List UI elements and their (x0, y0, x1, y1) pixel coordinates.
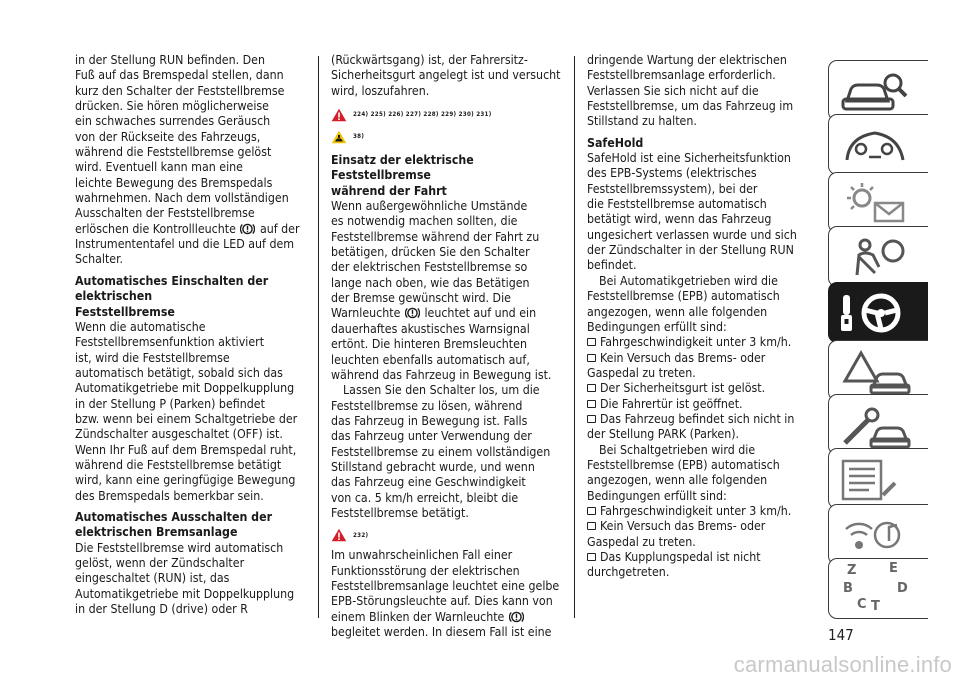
list-item: Die Fahrertür ist geöffnet. (587, 397, 819, 412)
checkbox-bullet-icon (587, 354, 596, 362)
text-column-2 (331, 53, 563, 640)
car-search-icon (829, 61, 929, 122)
paragraph: Die Feststellbremse wird automatisch gelöst, wenn der Zündschalter eingeschaltet (RUN) ist, das Automatikgetriebe mit Doppelkupplung in der Stellung D (drive) oder R (75, 540, 295, 617)
checkbox-bullet-icon (587, 384, 596, 392)
chapter-tab-index[interactable]: Z E B D C T (828, 558, 928, 619)
list-item: Das Fahrzeug befindet sich nicht in (587, 412, 819, 427)
warning-reference: 224) 225) 226) 227) 228) 229) 230) 231) (331, 104, 563, 126)
condition-list: Fahrgeschwindigkeit unter 3 km/h. Kein Versuch das Brems- oder Gaspedal zu treten. Das Kupplungspedal ist nicht durchgetreten. (587, 504, 819, 581)
warning-triangle-icon (331, 108, 347, 122)
paragraph: SafeHold ist eine Sicherheitsfunktion des EPB-Systems (elektrisches Feststellbremssystem), bei der die Feststellbremse automatisch betätigt wird, wenn das Fahrzeug ungesichert verlassen wurde und sich der Zündschalter in der Stellung RUN befindet. (587, 151, 797, 273)
page-number: 147 (828, 626, 854, 644)
paragraph: (Rückwärtsgang) ist, der Fahrersitz- Sicherheitsgurt angelegt ist und versucht wird, loszufahren. (331, 53, 561, 98)
section-heading: Einsatz der elektrische Feststellbremse während der Fahrt (331, 153, 474, 198)
sun-envelope-icon (829, 173, 929, 234)
warning-triangle-icon (331, 528, 347, 542)
chapter-tab-safety[interactable] (828, 226, 928, 287)
airbag-seatbelt-icon (829, 227, 929, 288)
key-steering-wheel-icon (829, 283, 929, 344)
watermark: carmanualsonline.info (733, 652, 952, 677)
checkbox-bullet-icon (587, 415, 596, 423)
specifications-list-icon (829, 449, 929, 510)
parking-brake-warning-icon (509, 610, 524, 624)
column-divider (574, 56, 575, 618)
wrench-car-icon (829, 395, 929, 456)
list-item: Kein Versuch das Brems- oder (587, 519, 819, 534)
paragraph: dringende Wartung der elektrischen Feststellbremsanlage erforderlich. Verlassen Sie sich nicht auf die Feststellbremse, um das Fahrzeug im Stillstand zu halten. (587, 53, 794, 129)
paragraph: Im unwahrscheinlichen Fall einer Funktionsstörung der elektrischen Feststellbremsanlage leuchtet eine gelbe EPB-Störungsleuchte auf. Dies kann von einem Blinken der Warnleuchte begleitet werden. In diesem Fall ist eine (331, 548, 560, 639)
text-column-3 (587, 53, 819, 581)
dashboard-lights-icon (829, 115, 929, 176)
caution-reference: 38) (331, 126, 563, 148)
condition-list: Fahrgeschwindigkeit unter 3 km/h. Kein Versuch das Brems- oder Gaspedal zu treten. Der Sicherheitsgurt ist gelöst. Die Fahrertür ist geöffnet. Das Fahrzeug befindet sich nicht in der Stellung PARK (Parken). (587, 335, 819, 442)
list-item: Das Kupplungspedal ist nicht (587, 550, 819, 565)
list-item: Der Sicherheitsgurt ist gelöst. (587, 381, 819, 396)
chapter-tab-knowing-vehicle[interactable] (828, 60, 928, 121)
list-item: Fahrgeschwindigkeit unter 3 km/h. (587, 335, 819, 350)
checkbox-bullet-icon (587, 507, 596, 515)
section-heading: Automatisches Einschalten der elektrischen Feststellbremse (75, 273, 269, 319)
caution-triangle-icon (331, 130, 347, 144)
checkbox-bullet-icon (587, 522, 596, 530)
list-item: Fahrgeschwindigkeit unter 3 km/h. (587, 504, 819, 519)
paragraph: in der Stellung RUN befinden. Den Fuß auf das Bremspedal stellen, dann kurz den Schalter der Feststellbremse drücken. Sie hören möglicherweise ein schwaches surrendes Geräusch von der Rückseite des Fahrzeugs, während die Feststellbremse gelöst wird. Eventuell kann man eine leichte Bewegung des Bremspedals wahrnehmen. Nach dem vollständigen Ausschalten der Feststellbremse erlöschen die Kontrollleuchte auf der Instrumententafel und die LED auf dem Schalter. (75, 53, 300, 267)
paragraph: Lassen Sie den Schalter los, um die Feststellbremse zu lösen, während das Fahrzeug in Bewegung ist. Falls das Fahrzeug unter Verwendung der Feststellbremse zu einem vollständigen Stillstand gebracht wurde, und wenn das Fahrzeug eine Geschwindigkeit von ca. 5 km/h erreicht, bleibt die Feststellbremse betätigt. (331, 383, 551, 520)
parking-brake-warning-icon (240, 222, 255, 236)
list-item: Kein Versuch das Brems- oder (587, 351, 819, 366)
checkbox-bullet-icon (587, 553, 596, 561)
checkbox-bullet-icon (587, 338, 596, 346)
chapter-tab-dashboard[interactable] (828, 114, 928, 175)
chapter-tab-maintenance[interactable] (828, 394, 928, 455)
checkbox-bullet-icon (587, 400, 596, 408)
chapter-tab-multimedia[interactable] (828, 504, 928, 565)
paragraph: Bei Schaltgetrieben wird die Feststellbremse (EPB) automatisch angezogen, wenn alle folgenden Bedingungen erfüllt sind: (587, 442, 780, 503)
multimedia-music-icon (829, 505, 929, 566)
section-heading: SafeHold (587, 135, 644, 150)
text-column-1 (75, 53, 307, 617)
chapter-tab-starting-driving[interactable] (828, 282, 928, 343)
warning-reference: 232) (331, 524, 563, 546)
parking-brake-warning-icon (405, 306, 420, 320)
chapter-tab-emergency[interactable] (828, 340, 928, 401)
warning-car-icon (829, 341, 929, 402)
chapter-tab-lights[interactable] (828, 172, 928, 233)
chapter-tab-technical-data[interactable] (828, 448, 928, 509)
section-heading: Automatisches Ausschalten der elektrischen Bremsanlage (75, 509, 273, 540)
paragraph: Bei Automatikgetrieben wird die Feststellbremse (EPB) automatisch angezogen, wenn alle folgenden Bedingungen erfüllt sind: (587, 273, 780, 334)
paragraph: Wenn die automatische Feststellbremsenfunktion aktiviert ist, wird die Feststellbremse automatisch betätigt, sobald sich das Automatikgetriebe mit Doppelkupplung in der Stellung P (Parken) befindet bzw. wenn bei einem Schaltgetriebe der Zündschalter ausgeschaltet (OFF) ist. Wenn Ihr Fuß auf dem Bremspedal ruht, während die Feststellbremse betätigt wird, kann eine geringfügige Bewegung des Bremspedals bemerkbar sein. (75, 319, 298, 503)
paragraph: Wenn außergewöhnliche Umstände es notwendig machen sollten, die Feststellbremse während der Fahrt zu betätigen, drücken Sie den Schalter der elektrischen Feststellbremse so lange nach oben, wie das Betätigen der Bremse gewünscht wird. Die Warnleuchte leuchtet auf und ein dauerhaftes akustisches Warnsignal ertönt. Die hinteren Bremsleuchten leuchten ebenfalls automatisch auf, während das Fahrzeug in Bewegung ist. (331, 199, 552, 382)
column-divider (318, 56, 319, 618)
